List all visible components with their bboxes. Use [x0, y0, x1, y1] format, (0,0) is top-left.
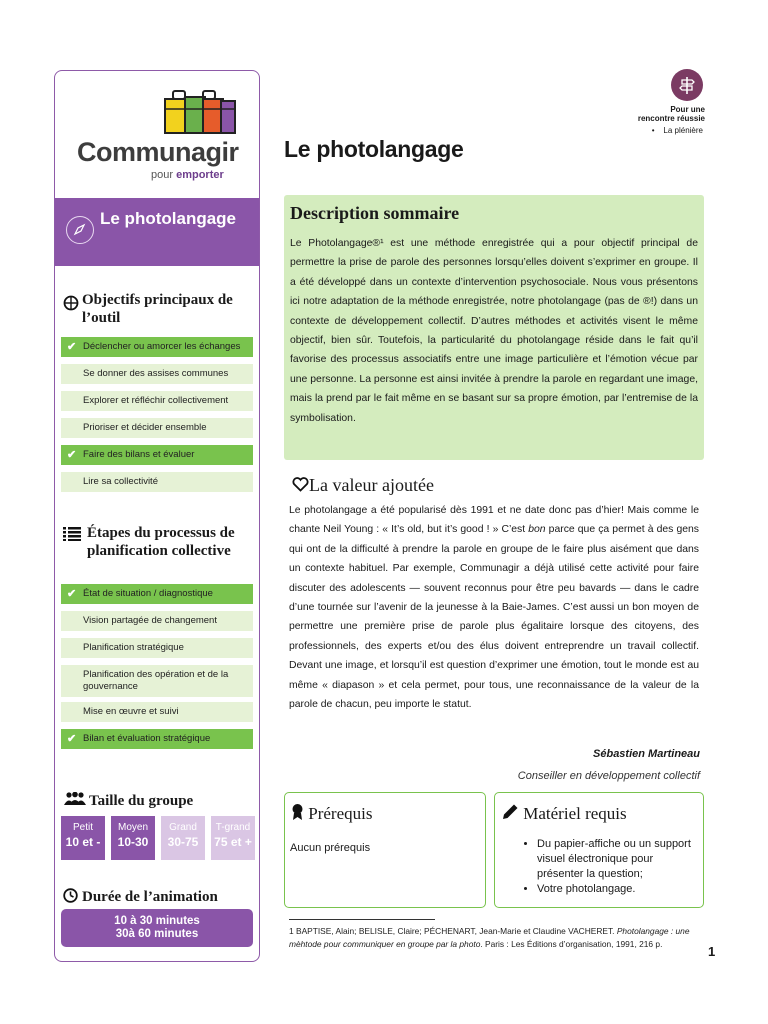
- signpost-icon: [671, 69, 703, 101]
- badge-item: • La plénière: [651, 126, 703, 135]
- check-icon: ✔: [67, 733, 77, 745]
- step-item: [61, 638, 253, 658]
- objective-label: Se donner des assises communes: [83, 368, 229, 379]
- size-value: 10 et -: [65, 835, 101, 849]
- author-name: Sébastien Martineau: [593, 748, 700, 760]
- step-item: [61, 584, 253, 604]
- objective-item: [61, 391, 253, 411]
- footnote: [289, 925, 699, 950]
- step-label: État de situation / diagnostique: [83, 588, 213, 599]
- step-label: Mise en œuvre et suivi: [83, 706, 179, 717]
- footnote-text: . Paris : Les Éditions d’organisation, 1991, 216 p.: [480, 938, 663, 949]
- list-item: • Votre photolangage.: [537, 882, 695, 897]
- duration-heading-text: Durée de l’animation: [82, 889, 218, 905]
- value-heading: [292, 475, 434, 496]
- step-label: Planification stratégique: [83, 642, 184, 653]
- size-value: 75 et +: [214, 835, 252, 849]
- step-item: [61, 611, 253, 631]
- prerequisites-heading-text: Prérequis: [308, 804, 373, 823]
- step-label: Vision partagée de changement: [83, 615, 217, 626]
- step-item: [61, 729, 253, 749]
- prerequisites-card: [284, 792, 486, 908]
- size-label: Grand: [169, 822, 197, 833]
- description-text: Le Photolangage®¹ est une méthode enregistrée qui a pour objectif principal de permettre la prise de parole des personnes lorsqu’elles doivent s’exprimer en groupe. Il a été développé dans un contexte d’intervention psychosociale. Nous vous présentons ici notre adaptation de la méthode enregistrée, notre photolangage (pas de ®!) dans un contexte de développement collectif. D’autres méthodes et activités visent le même objectif, bien sûr. Toutefois, la particularité du photolangage réside dans le fait qu’il favorise des processus associatifs entre une image particulière et l’émotion vécue par une personne. La personne est ainsi invitée à prendre la parole en regardant une image, mais la prend par le fait même en se basant sur sa propre émotion, par l’entremise de la symbolisation.: [290, 238, 698, 424]
- value-text: [289, 501, 699, 714]
- sidebar: [54, 70, 260, 962]
- objective-label: Lire sa collectivité: [83, 476, 158, 487]
- list-item: • Du papier-affiche ou un support visuel électronique pour présenter la question;: [537, 837, 695, 882]
- materials-heading: [501, 803, 627, 824]
- tool-title-band: [55, 198, 259, 266]
- pencil-icon: [501, 804, 519, 823]
- logo: [55, 71, 259, 191]
- badge-line: Pour une: [670, 105, 705, 114]
- prerequisites-text: Aucun prérequis: [290, 842, 371, 854]
- size-grand: [161, 816, 205, 860]
- duration-heading: [63, 888, 218, 908]
- size-petit: [61, 816, 105, 860]
- footnote-divider: [289, 919, 435, 920]
- page-number: 1: [708, 944, 716, 959]
- size-value: 30-75: [167, 835, 199, 849]
- objective-item: [61, 445, 253, 465]
- objectives-heading-text: Objectifs principaux de l’outil: [82, 292, 233, 326]
- tool-title: Le photolangage: [100, 209, 236, 228]
- badge-line: rencontre réussie: [637, 114, 705, 123]
- badge-item-text: La plénière: [663, 126, 703, 135]
- objective-item: [61, 337, 253, 357]
- steps-heading: [63, 524, 238, 560]
- tagline-strong: emporter: [176, 169, 224, 181]
- author-role: Conseiller en développement collectif: [517, 770, 700, 782]
- brand-tagline: [151, 169, 224, 181]
- value-heading-text: La valeur ajoutée: [309, 475, 434, 495]
- step-label: Bilan et évaluation stratégique: [83, 733, 211, 744]
- heart-icon: [292, 475, 309, 495]
- value-text-part: parce que ça permet à des gens qui ont de la difficulté à prendre la parole en groupe de le faire plus aisément que dans un contexte habituel. Par exemple, Communagir a déjà utilisé cette activité pour faire discuter des adolescents — souvent reconnus pour être peu bavards — dans le cadre d’une tournée sur l’avenir de la jeunesse à la Baie-James. C’est aussi un bon moyen de permettre une première prise de parole plus égalitaire lorsque des citoyens, des professionnels, des experts et/ou des élus doivent entreprendre un travail collectif. Devant une image, et lorsqu’il est question d’exprimer une émotion, tout le monde est au même « diapason » et cela permet, pour tous, une reconnaissance de la valeur de la parole de chacun, peu importe le statut.: [289, 524, 699, 711]
- briefcases-logo: [159, 87, 239, 135]
- value-text-emphasis: bon: [528, 524, 546, 536]
- size-label: Moyen: [117, 822, 148, 833]
- list-icon: [63, 527, 81, 546]
- objective-label: Déclencher ou amorcer les échanges: [83, 341, 241, 352]
- value-text-part: Le photolangage a été popularisé dès 1991 et ne date donc pas d’hier! Mais comme le chante Neil Young : « It’s old, but it’s good ! » C’est: [289, 505, 699, 536]
- target-icon: [63, 295, 79, 316]
- tagline-prefix: pour: [151, 169, 174, 181]
- duration-value: [61, 909, 253, 947]
- size-label: Petit: [72, 822, 93, 833]
- check-icon: ✔: [67, 341, 77, 353]
- materials-heading-text: Matériel requis: [523, 804, 627, 823]
- page-title: Le photolangage: [284, 136, 464, 162]
- objective-item: [61, 364, 253, 384]
- materials-list: [495, 837, 695, 897]
- check-icon: ✔: [67, 449, 77, 461]
- group-heading: [63, 792, 193, 811]
- check-icon: ✔: [67, 588, 77, 600]
- size-label: T-grand: [215, 822, 251, 833]
- group-icon: [63, 792, 87, 811]
- group-heading-text: Taille du groupe: [89, 793, 194, 809]
- objective-item: [61, 418, 253, 438]
- size-value: 10-30: [117, 835, 149, 849]
- compass-icon: [66, 216, 94, 244]
- steps-heading-text: Étapes du processus de planification collective: [87, 525, 235, 559]
- duration-line: 10 à 30 minutes: [114, 915, 200, 927]
- footnote-text: 1 BAPTISE, Alain; BELISLE, Claire; PÉCHENART, Jean-Marie et Claudine VACHERET.: [289, 926, 617, 936]
- ribbon-icon: [291, 804, 304, 823]
- prerequisites-heading: [291, 803, 372, 824]
- description-box: [284, 195, 704, 460]
- objective-label: Prioriser et décider ensemble: [83, 422, 207, 433]
- materials-card: [494, 792, 704, 908]
- size-tres-grand: [211, 816, 255, 860]
- step-item: [61, 665, 253, 697]
- badge-caption: [605, 105, 705, 123]
- brand-name: Communagir: [77, 137, 239, 167]
- step-item: [61, 702, 253, 722]
- description-heading: Description sommaire: [290, 203, 460, 223]
- objective-label: Explorer et réfléchir collectivement: [83, 395, 229, 406]
- objective-label: Faire des bilans et évaluer: [83, 449, 195, 460]
- objective-item: [61, 472, 253, 492]
- duration-line: 30à 60 minutes: [115, 928, 199, 940]
- clock-icon: [63, 888, 78, 908]
- objectives-heading: [63, 291, 233, 327]
- group-size-selector: [61, 816, 255, 860]
- size-moyen: [111, 816, 155, 860]
- footnote-title: Photolangage : une mèhtode pour communiquer en groupe par la photo: [289, 926, 690, 949]
- step-label: Planification des opération et de la gouvernance: [83, 669, 229, 692]
